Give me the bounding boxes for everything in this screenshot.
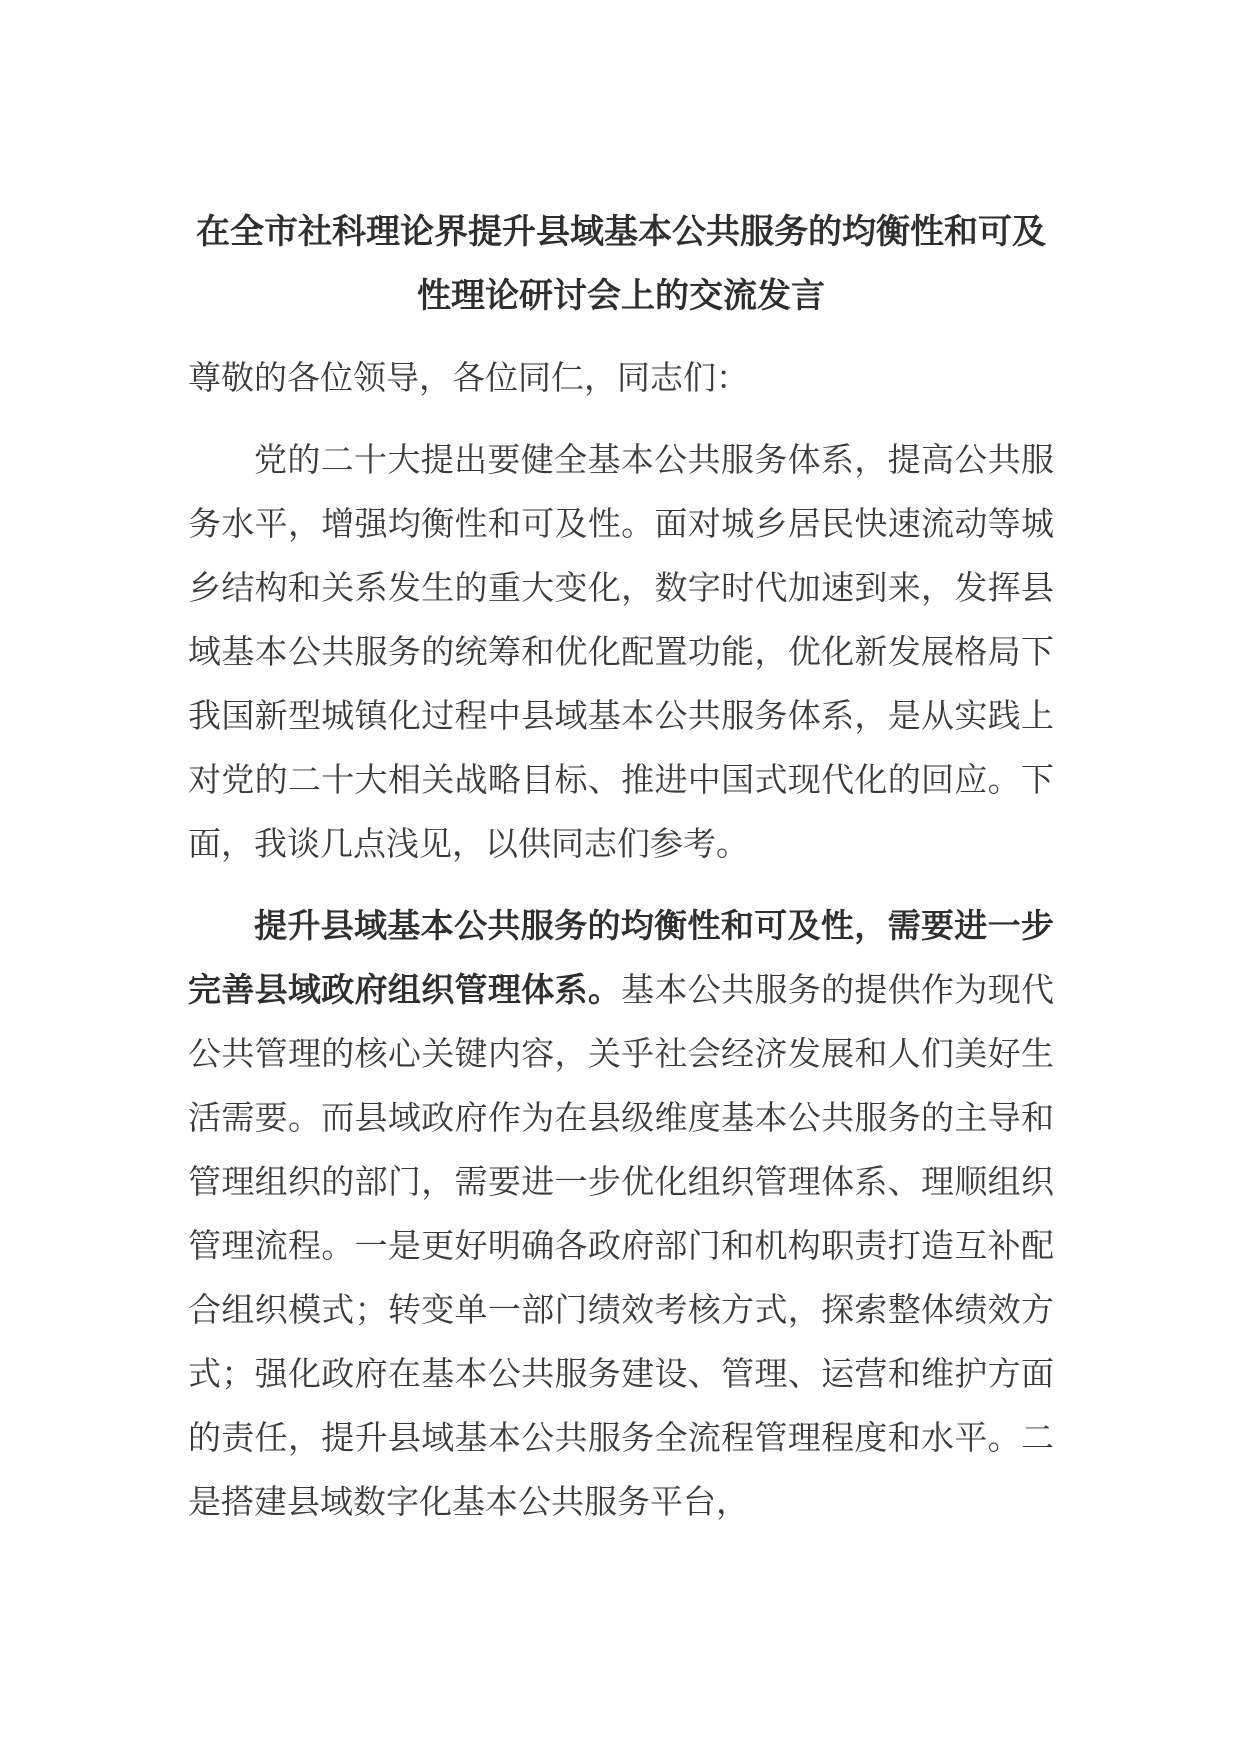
paragraph-section-1 bbox=[188, 894, 1054, 1534]
salutation: 尊敬的各位领导，各位同仁，同志们： bbox=[188, 358, 749, 397]
title-line-2: 性理论研讨会上的交流发言 bbox=[417, 276, 825, 316]
section-body: 基本公共服务的提供作为现代公共管理的核心关键内容，关乎社会经济发展和人们美好生活需要。而县域政府作为在县级维度基本公共服务的主导和管理组织的部门，需要进一步优化组织管理体系、理顺组织管理流程。一是更好明确各政府部门和机构职责打造互补配合组织模式；转变单一部门绩效考核方式，探索整体绩效方式；强化政府在基本公共服务建设、管理、运营和维护方面的责任，提升县域基本公共服务全流程管理程度和水平。二是搭建县域数字化基本公共服务平台， bbox=[188, 970, 1055, 1521]
title-line-1: 在全市社科理论界提升县域基本公共服务的均衡性和可及 bbox=[196, 212, 1046, 252]
document-title bbox=[188, 200, 1054, 328]
section-heading: 提升县域基本公共服务的均衡性和可及性，需要进一步完善县域政府组织管理体系。 bbox=[188, 906, 1054, 1009]
paragraph-intro: 党的二十大提出要健全基本公共服务体系，提高公共服务水平，增强均衡性和可及性。面对城乡居民快速流动等城乡结构和关系发生的重大变化，数字时代加速到来，发挥县域基本公共服务的统筹和优化配置功能，优化新发展格局下我国新型城镇化过程中县域基本公共服务体系，是从实践上对党的二十大相关战略目标、推进中国式现代化的回应。下面，我谈几点浅见，以供同志们参考。 bbox=[188, 440, 1054, 863]
document-page bbox=[188, 200, 1054, 1534]
